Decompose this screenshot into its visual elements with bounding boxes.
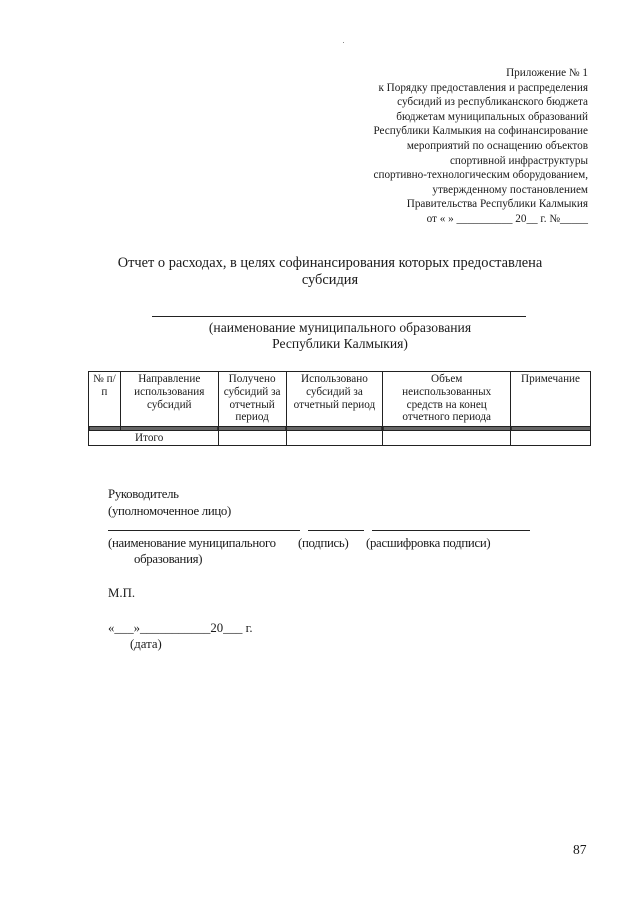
signatory-subtitle: (уполномоченное лицо)	[108, 504, 231, 518]
col-header-number: № п/п	[89, 372, 121, 427]
col-header-received: Получено субсидий за отчетный период	[218, 372, 286, 427]
municipality-blank-line	[152, 316, 526, 317]
caption-signature-decode: (расшифровка подписи)	[366, 536, 491, 550]
col-header-direction: Направление использования субсидий	[120, 372, 218, 427]
col-header-note: Примечание	[511, 372, 591, 427]
signature-decode-line	[372, 530, 530, 531]
report-title-line-1: Отчет о расходах, в целях софинансирования которых предоставлена	[117, 255, 543, 271]
appendix-line: от « » __________ 20__ г. №_____	[426, 212, 588, 225]
appendix-line: спортивно-технологическим оборудованием,	[373, 169, 588, 182]
appendix-block	[288, 66, 588, 227]
total-label	[89, 431, 219, 446]
col-header-used: Использовано субсидий за отчетный период	[286, 372, 383, 427]
table-header-row	[89, 372, 591, 427]
caption-municipality-name: (наименование муниципального	[108, 536, 276, 550]
appendix-line: спортивной инфраструктуры	[449, 154, 588, 167]
report-title	[100, 255, 560, 289]
page-number: 87	[573, 842, 587, 857]
appendix-line: субсидий из республиканского бюджета	[397, 96, 588, 109]
signatory-label	[108, 486, 231, 520]
signatory-title: Руководитель	[108, 487, 179, 501]
signature-sign-line	[308, 530, 364, 531]
appendix-line: бюджетам муниципальных образований	[396, 110, 588, 123]
total-used-cell	[286, 431, 383, 446]
date-caption: (дата)	[130, 637, 162, 651]
total-label-text: Итого	[135, 431, 164, 444]
municipality-caption	[150, 320, 530, 352]
total-unused-cell	[383, 431, 511, 446]
appendix-line: мероприятий по оснащению объектов	[406, 139, 588, 152]
municipality-caption-line-2: Республики Калмыкия)	[272, 336, 408, 351]
total-note-cell	[511, 431, 591, 446]
appendix-line: Республики Калмыкия на софинансирование	[373, 125, 588, 138]
expense-report-table	[88, 371, 591, 446]
report-title-line-2: субсидия	[301, 272, 359, 288]
caption-municipality-name-2: образования)	[134, 552, 203, 566]
col-header-unused: Объем неиспользованных средств на конец отчетного периода	[383, 372, 511, 427]
date-line: «___»___________20___ г.	[108, 621, 253, 635]
signature-name-line	[108, 530, 300, 531]
scan-speck	[343, 42, 344, 43]
total-received-cell	[218, 431, 286, 446]
caption-signature: (подпись)	[298, 536, 349, 550]
appendix-line: утвержденному постановлением	[432, 183, 588, 196]
stamp-place: М.П.	[108, 586, 136, 600]
appendix-line: к Порядку предоставления и распределения	[378, 81, 588, 94]
appendix-line: Правительства Республики Калмыкия	[406, 198, 588, 211]
appendix-line: Приложение № 1	[506, 67, 588, 79]
table-total-row	[89, 431, 591, 446]
municipality-caption-line-1: (наименование муниципального образования	[208, 320, 472, 335]
